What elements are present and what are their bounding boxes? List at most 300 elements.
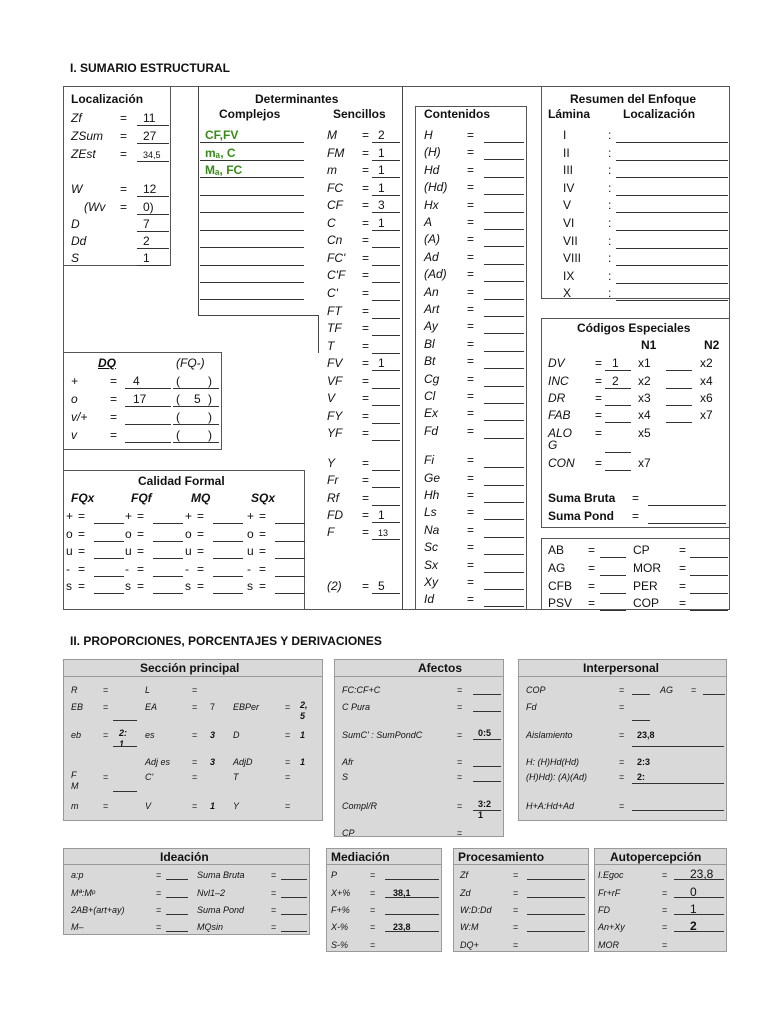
sencillo-value-line[interactable] <box>372 423 400 424</box>
sencillo-value-line[interactable] <box>372 177 400 178</box>
contenido-eq: = <box>467 505 475 519</box>
sencillo-value-line[interactable] <box>372 282 400 283</box>
contenido-value-line[interactable] <box>484 229 524 230</box>
sencillo-value-line[interactable] <box>372 440 400 441</box>
calidad-value-line[interactable] <box>213 576 243 577</box>
loc-eq: = <box>120 129 128 143</box>
loc-value-line[interactable] <box>137 214 169 215</box>
autopercepcion-line[interactable] <box>674 914 724 915</box>
h-eq: = <box>619 757 625 767</box>
y-eq: = <box>285 801 291 811</box>
sencillo-eq: = <box>362 128 370 142</box>
complejo-line[interactable] <box>200 299 304 300</box>
calidad-value-line[interactable] <box>94 541 124 542</box>
ebper-eq: = <box>285 702 291 712</box>
sencillo-value-line[interactable] <box>372 318 400 319</box>
codigo-value-line[interactable] <box>605 405 631 406</box>
afecto-eq: = <box>457 730 463 740</box>
calidad-value-line[interactable] <box>275 523 305 524</box>
eb2-eq: = <box>103 730 109 740</box>
sencillo-value-line[interactable] <box>372 142 400 143</box>
suma-pond-line[interactable] <box>648 523 726 524</box>
contenido-label: Bl <box>424 337 435 351</box>
sencillo-value-line[interactable] <box>372 593 400 594</box>
contenido-label: Fd <box>424 424 439 438</box>
dq-fq-line[interactable] <box>173 424 219 425</box>
misc-line-b[interactable] <box>690 575 728 576</box>
autopercepcion-value: 0 <box>690 885 697 899</box>
sencillo-label: VF <box>327 374 343 388</box>
afecto-line[interactable] <box>473 766 501 767</box>
hh-line[interactable] <box>632 783 724 784</box>
contenido-value-line[interactable] <box>484 316 524 317</box>
contenido-eq: = <box>467 180 475 194</box>
complejo-line[interactable] <box>200 195 304 196</box>
t-label: T <box>233 772 239 782</box>
sencillo-value-line[interactable] <box>372 539 400 540</box>
procesamiento-header: Procesamiento <box>458 850 545 864</box>
sencillo-value-line[interactable] <box>372 470 400 471</box>
lamina-header: Lámina <box>548 107 591 121</box>
sencillo-eq: = <box>362 268 370 282</box>
mediacion-line[interactable] <box>385 897 439 898</box>
mediacion-label: X-% <box>331 922 349 932</box>
sencillo-label: Fr <box>327 473 339 487</box>
ideacion-line-a[interactable] <box>166 879 188 880</box>
misc-line-a[interactable] <box>600 557 626 558</box>
complejo-line[interactable] <box>200 230 304 231</box>
sencillo-value-line[interactable] <box>372 247 400 248</box>
contenido-eq: = <box>467 163 475 177</box>
contenido-value-line[interactable] <box>484 351 524 352</box>
contenido-label: (A) <box>424 232 440 246</box>
sencillo-value-line[interactable] <box>372 335 400 336</box>
calidad-value-line[interactable] <box>153 558 183 559</box>
ideacion-line-b[interactable] <box>281 879 307 880</box>
lamina-colon: : <box>608 234 612 248</box>
autopercepcion-eq: = <box>662 888 668 898</box>
codigo-label-cont: G <box>548 438 558 452</box>
complejo-line[interactable] <box>200 177 304 178</box>
ideacion-eq-a: = <box>156 888 162 898</box>
lamina-localizacion-line[interactable] <box>616 265 728 266</box>
sencillo-label: CF <box>327 198 343 212</box>
contenido-value-line[interactable] <box>484 177 524 178</box>
calidad-value-line[interactable] <box>153 576 183 577</box>
ebper-value: 2, 5 <box>300 700 308 721</box>
contenido-label: A <box>424 215 433 229</box>
h-value: 2:3 <box>637 757 651 767</box>
codigo-x2: x4 <box>700 374 713 388</box>
codigo-n2-line[interactable] <box>666 422 692 423</box>
afecto-eq: = <box>457 772 463 782</box>
determinantes-bottom-border <box>198 315 318 316</box>
contenido-value-line[interactable] <box>484 589 524 590</box>
contenido-label: Sx <box>424 558 439 572</box>
calidad-eq: = <box>259 562 267 576</box>
es-value: 3 <box>210 730 216 740</box>
afecto-line[interactable] <box>473 781 501 782</box>
complejo-value: Mₐ, FC <box>205 163 243 177</box>
fm-eq: = <box>103 772 109 782</box>
calidad-value-line[interactable] <box>275 593 305 594</box>
sencillo-value-line[interactable] <box>372 388 400 389</box>
ideacion-label-b: Nvl1–2 <box>197 888 226 898</box>
codigo-value-line[interactable] <box>605 452 631 453</box>
sencillo-label: F <box>327 525 335 539</box>
sencillo-label: C' <box>327 286 338 300</box>
lamina-localizacion-line[interactable] <box>616 248 728 249</box>
localizacion-col-header: Localización <box>623 107 696 121</box>
calidad-col-header: SQx <box>251 491 276 505</box>
procesamiento-line[interactable] <box>527 879 585 880</box>
codigo-n2-line[interactable] <box>666 405 692 406</box>
calidad-value-line[interactable] <box>94 593 124 594</box>
afecto-line[interactable] <box>473 711 501 712</box>
procesamiento-eq: = <box>513 922 519 932</box>
codigo-eq: = <box>595 391 603 405</box>
sencillo-label: Y <box>327 456 336 470</box>
contenido-value-line[interactable] <box>484 194 524 195</box>
lamina-localizacion-line[interactable] <box>616 300 728 301</box>
procesamiento-eq: = <box>513 905 519 915</box>
calidad-value-line[interactable] <box>153 593 183 594</box>
sencillo-eq: = <box>362 508 370 522</box>
lamina-localizacion-line[interactable] <box>616 195 728 196</box>
contenido-label: Fi <box>424 453 434 467</box>
lamina-label: VII <box>563 234 578 248</box>
calidad-eq: = <box>137 509 145 523</box>
contenido-eq: = <box>467 471 475 485</box>
dq-fq-line[interactable] <box>173 442 219 443</box>
ideacion-line-a[interactable] <box>166 931 188 932</box>
misc-line-a[interactable] <box>600 593 626 594</box>
contenido-eq: = <box>467 453 475 467</box>
contenido-value-line[interactable] <box>484 159 524 160</box>
cop-label: COP <box>526 685 546 695</box>
misc-line-b[interactable] <box>690 593 728 594</box>
loc-value-line[interactable] <box>137 143 169 144</box>
contenido-value-line[interactable] <box>484 467 524 468</box>
calidad-value-line[interactable] <box>275 576 305 577</box>
complejo-line[interactable] <box>200 142 304 143</box>
mediacion-label: X+% <box>331 888 351 898</box>
contenido-eq: = <box>467 592 475 606</box>
d-value: 1 <box>300 730 306 740</box>
misc-line-b[interactable] <box>690 557 728 558</box>
mediacion-line[interactable] <box>385 879 439 880</box>
dq-value-line[interactable] <box>125 442 171 443</box>
contenido-value-line[interactable] <box>484 572 524 573</box>
afecto-line[interactable] <box>473 739 501 740</box>
contenido-value-line[interactable] <box>484 142 524 143</box>
calidad-value-line[interactable] <box>94 558 124 559</box>
sencillo-value-line[interactable] <box>372 212 400 213</box>
calidad-value-line[interactable] <box>94 576 124 577</box>
contenido-value-line[interactable] <box>484 519 524 520</box>
sencillo-value-line[interactable] <box>372 487 400 488</box>
sencillo-value-line[interactable] <box>372 300 400 301</box>
contenido-value-line[interactable] <box>484 554 524 555</box>
calidad-eq: = <box>259 509 267 523</box>
dq-fq-line[interactable] <box>173 406 219 407</box>
ideacion-line-b[interactable] <box>281 914 307 915</box>
sencillo-value-line[interactable] <box>372 505 400 506</box>
mediacion-label: P <box>331 870 338 880</box>
ideacion-header-line <box>64 864 309 865</box>
autopercepcion-line[interactable] <box>674 931 724 932</box>
autopercepcion-header: Autopercepción <box>610 850 702 864</box>
determinantes-left-border <box>198 86 199 316</box>
autopercepcion-label: Fr+rF <box>598 888 621 898</box>
m-eq: = <box>103 801 109 811</box>
lamina-localizacion-line[interactable] <box>616 283 728 284</box>
eb-line[interactable] <box>113 720 137 721</box>
afecto-line[interactable] <box>473 810 501 811</box>
contenido-value-line[interactable] <box>484 420 524 421</box>
ideacion-line-a[interactable] <box>166 914 188 915</box>
eb2-line[interactable] <box>113 746 137 747</box>
loc-label: Zf <box>71 111 82 125</box>
contenido-value-line[interactable] <box>484 403 524 404</box>
dq-label: v <box>71 428 77 442</box>
lamina-colon: : <box>608 198 612 212</box>
calidad-value-line[interactable] <box>213 541 243 542</box>
codigo-value-line[interactable] <box>605 388 631 389</box>
sencillo-value-line[interactable] <box>372 160 400 161</box>
lamina-label: III <box>563 163 574 177</box>
procesamiento-line[interactable] <box>527 914 585 915</box>
contenido-value-line[interactable] <box>484 368 524 369</box>
sencillo-eq: = <box>362 321 370 335</box>
loc-label: Dd <box>71 234 87 248</box>
codigo-x1: x7 <box>638 456 651 470</box>
mediacion-eq: = <box>370 888 376 898</box>
calidad-eq: = <box>137 527 145 541</box>
codigo-value-line[interactable] <box>605 370 631 371</box>
procesamiento-eq: = <box>513 940 519 950</box>
r-label: R <box>71 685 78 695</box>
lamina-localizacion-line[interactable] <box>616 177 728 178</box>
contenido-eq: = <box>467 354 475 368</box>
contenido-eq: = <box>467 319 475 333</box>
calidad-value-line[interactable] <box>153 523 183 524</box>
calidad-value-line[interactable] <box>153 541 183 542</box>
codigo-n2-line[interactable] <box>666 370 692 371</box>
contenido-value-line[interactable] <box>484 537 524 538</box>
dq-fq-line[interactable] <box>173 388 219 389</box>
contenido-label: An <box>424 285 439 299</box>
codigo-eq: = <box>595 374 603 388</box>
d-eq: = <box>285 730 291 740</box>
calidad-value-line[interactable] <box>94 523 124 524</box>
misc-label-a: PSV <box>548 596 573 610</box>
sencillo-label: FY <box>327 409 343 423</box>
loc-value-line[interactable] <box>137 231 169 232</box>
n1-header: N1 <box>641 338 657 352</box>
sencillo-value-line[interactable] <box>372 265 400 266</box>
r-eq: = <box>103 685 109 695</box>
codigo-eq: = <box>595 456 603 470</box>
procesamiento-label: DQ+ <box>460 940 479 950</box>
dq-fq-open: ( <box>176 392 180 406</box>
codigo-x1: x1 <box>638 356 651 370</box>
es-eq: = <box>192 730 198 740</box>
ha-line[interactable] <box>632 810 724 811</box>
misc-eq-b: = <box>679 543 687 557</box>
loc-value-line[interactable] <box>137 265 169 266</box>
complejo-line[interactable] <box>200 265 304 266</box>
contenido-value-line[interactable] <box>484 438 524 439</box>
lamina-localizacion-line[interactable] <box>616 142 728 143</box>
calidad-row-label: - <box>125 562 129 576</box>
contenido-eq: = <box>467 575 475 589</box>
suma-bruta-line[interactable] <box>648 505 726 506</box>
contenido-label: Id <box>424 592 435 606</box>
adjes-value: 3 <box>210 757 216 767</box>
lamina-label: X <box>563 286 572 300</box>
ag-eq: = <box>691 685 697 695</box>
calidad-value-line[interactable] <box>213 558 243 559</box>
hh-value: 2: <box>637 772 646 782</box>
contenido-value-line[interactable] <box>484 502 524 503</box>
suma-bruta-label: Suma Bruta <box>548 491 616 505</box>
calidad-eq: = <box>259 527 267 541</box>
contenido-value-line[interactable] <box>484 606 524 607</box>
loc-value: 12 <box>143 182 157 196</box>
contenido-value-line[interactable] <box>484 212 524 213</box>
loc-value-line[interactable] <box>137 196 169 197</box>
misc-line-a[interactable] <box>600 610 626 611</box>
dq-value-line[interactable] <box>125 388 171 389</box>
loc-value-line[interactable] <box>137 125 169 126</box>
sencillo-value-line[interactable] <box>372 230 400 231</box>
ideacion-eq-a: = <box>156 922 162 932</box>
sencillo-eq: = <box>362 356 370 370</box>
lamina-localizacion-line[interactable] <box>616 230 728 231</box>
complejo-line[interactable] <box>200 282 304 283</box>
sencillo-value-line[interactable] <box>372 370 400 371</box>
autopercepcion-line[interactable] <box>674 879 724 880</box>
codigos-especiales-header: Códigos Especiales <box>577 321 691 335</box>
calidad-col-header: FQx <box>71 491 95 505</box>
mediacion-label: F+% <box>331 905 350 915</box>
mediacion-value: 23,8 <box>393 922 411 932</box>
dq-value: 4 <box>133 374 140 388</box>
eb2-label: eb <box>71 730 82 740</box>
complejo-line[interactable] <box>200 160 304 161</box>
procesamiento-eq: = <box>513 870 519 880</box>
codigo-value-line[interactable] <box>605 470 631 471</box>
calidad-eq: = <box>197 579 205 593</box>
sencillo-eq: = <box>362 146 370 160</box>
contenido-value-line[interactable] <box>484 299 524 300</box>
fd-line[interactable] <box>632 720 650 721</box>
misc-line-b[interactable] <box>690 610 728 611</box>
calidad-row-label: o <box>185 527 192 541</box>
complejo-line[interactable] <box>200 247 304 248</box>
aislamiento-line[interactable] <box>632 746 724 747</box>
contenido-value-line[interactable] <box>484 386 524 387</box>
afecto-line[interactable] <box>473 694 501 695</box>
dq-value-line[interactable] <box>125 424 171 425</box>
misc-eq-a: = <box>588 579 596 593</box>
ideacion-line-b[interactable] <box>281 897 307 898</box>
lamina-colon: : <box>608 163 612 177</box>
contenido-value-line[interactable] <box>484 333 524 334</box>
cop-line[interactable] <box>632 694 650 695</box>
lamina-label: IX <box>563 269 575 283</box>
sencillo-value-line[interactable] <box>372 195 400 196</box>
autopercepcion-eq: = <box>662 870 668 880</box>
contenido-eq: = <box>467 372 475 386</box>
calidad-row-label: o <box>125 527 132 541</box>
lamina-localizacion-line[interactable] <box>616 212 728 213</box>
dq-value-line[interactable] <box>125 406 171 407</box>
contenido-label: Ad <box>424 250 439 264</box>
contenido-value-line[interactable] <box>484 264 524 265</box>
contenido-label: Art <box>424 302 440 316</box>
fm-line[interactable] <box>113 791 137 792</box>
ag-line[interactable] <box>703 694 725 695</box>
calidad-value-line[interactable] <box>213 523 243 524</box>
complejo-line[interactable] <box>200 212 304 213</box>
sencillo-value-line[interactable] <box>372 353 400 354</box>
codigo-x2: x6 <box>700 391 713 405</box>
mediacion-line[interactable] <box>385 931 439 932</box>
contenido-label: Hx <box>424 198 439 212</box>
lamina-colon: : <box>608 146 612 160</box>
calidad-value-line[interactable] <box>213 593 243 594</box>
afecto-label: CP <box>342 828 355 838</box>
codigo-value-line[interactable] <box>605 422 631 423</box>
mediacion-line[interactable] <box>385 914 439 915</box>
ideacion-line-a[interactable] <box>166 897 188 898</box>
loc-value-line[interactable] <box>137 161 169 162</box>
calidad-value-line[interactable] <box>275 558 305 559</box>
codigo-x1: x4 <box>638 408 651 422</box>
seccion-principal-header-line <box>64 676 322 677</box>
contenido-value-line[interactable] <box>484 246 524 247</box>
contenido-value-line[interactable] <box>484 485 524 486</box>
lamina-localizacion-line[interactable] <box>616 160 728 161</box>
codigo-n2-line[interactable] <box>666 388 692 389</box>
mediacion-eq: = <box>370 870 376 880</box>
misc-line-a[interactable] <box>600 575 626 576</box>
calidad-row-label: + <box>185 509 193 523</box>
sencillo-value-line[interactable] <box>372 405 400 406</box>
dq-fq-close: ) <box>208 392 212 406</box>
procesamiento-line[interactable] <box>527 897 585 898</box>
procesamiento-label: W:D:Dd <box>460 905 492 915</box>
contenido-value-line[interactable] <box>484 281 524 282</box>
sencillo-value: 1 <box>378 181 385 195</box>
sencillo-label: Rf <box>327 491 339 505</box>
calidad-value-line[interactable] <box>275 541 305 542</box>
autopercepcion-label: An+Xy <box>598 922 625 932</box>
dq-label: v/+ <box>71 410 88 424</box>
sencillo-label: C <box>327 216 336 230</box>
suma-pond-eq: = <box>632 509 640 523</box>
loc-value-line[interactable] <box>137 248 169 249</box>
procesamiento-line[interactable] <box>527 931 585 932</box>
lamina-colon: : <box>608 216 612 230</box>
contenido-eq: = <box>467 285 475 299</box>
ideacion-line-b[interactable] <box>281 931 307 932</box>
autopercepcion-line[interactable] <box>674 897 724 898</box>
loc-label: S <box>71 251 80 265</box>
sencillo-value-line[interactable] <box>372 522 400 523</box>
